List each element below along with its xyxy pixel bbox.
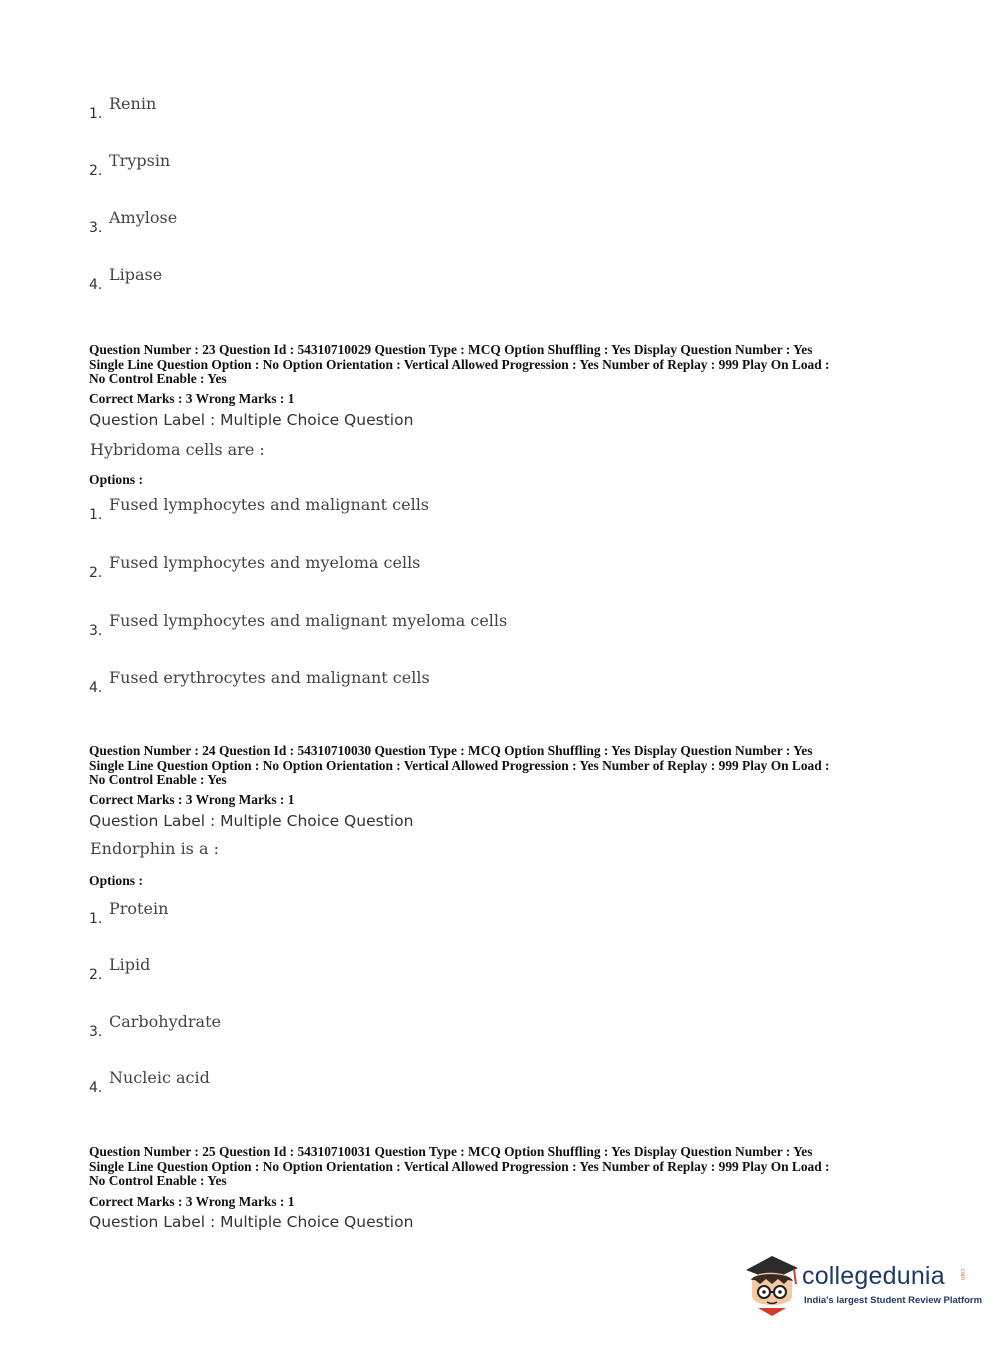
option-number: 4.	[89, 277, 103, 293]
option-number: 4.	[89, 1080, 103, 1096]
option-number: 1.	[89, 106, 103, 122]
question-24-text: Endorphin is a :	[90, 839, 219, 858]
meta-line: Question Number : 24 Question Id : 54310710030 Question Type : MCQ Option Shuffling : Yes Display Question Number : Yes	[89, 743, 813, 758]
option-number: 1.	[89, 507, 103, 523]
option-text: Fused erythrocytes and malignant cells	[109, 668, 430, 687]
meta-line: No Control Enable : Yes	[89, 371, 227, 387]
option-text: Fused lymphocytes and myeloma cells	[109, 553, 421, 572]
question-23-text: Hybridoma cells are :	[90, 440, 265, 459]
option-number: 3.	[89, 220, 103, 236]
option-text: Amylose	[109, 208, 178, 227]
meta-line: Single Line Question Option : No Option Orientation : Vertical Allowed Progression : Yes Number of Replay : 999 Play On Load :	[89, 757, 830, 773]
collegedunia-logo	[742, 1250, 983, 1320]
mascot-graduate-icon	[742, 1250, 800, 1316]
option-text: Nucleic acid	[109, 1068, 210, 1087]
question-24-label: Question Label : Multiple Choice Question	[89, 812, 414, 830]
option-number: 3.	[89, 623, 103, 639]
option-number: 2.	[89, 163, 103, 179]
option-number: 2.	[89, 565, 103, 581]
meta-line: Question Number : 23 Question Id : 54310710029 Question Type : MCQ Option Shuffling : Yes Display Question Number : Yes	[89, 342, 813, 357]
option-number: 3.	[89, 1024, 103, 1040]
question-25-label: Question Label : Multiple Choice Question	[89, 1213, 414, 1231]
question-23-marks: Correct Marks : 3 Wrong Marks : 1	[89, 391, 295, 406]
brand-suffix: .com	[959, 1267, 965, 1281]
question-24-options-heading: Options :	[89, 873, 144, 888]
option-text: Fused lymphocytes and malignant cells	[109, 495, 430, 514]
option-text: Protein	[109, 899, 169, 918]
option-text: Fused lymphocytes and malignant myeloma cells	[109, 611, 508, 630]
option-number: 2.	[89, 967, 103, 983]
question-23-label: Question Label : Multiple Choice Question	[89, 411, 414, 429]
option-text: Trypsin	[109, 151, 171, 170]
meta-line: Single Line Question Option : No Option Orientation : Vertical Allowed Progression : Yes Number of Replay : 999 Play On Load :	[89, 356, 830, 372]
meta-line: Question Number : 25 Question Id : 54310710031 Question Type : MCQ Option Shuffling : Yes Display Question Number : Yes	[89, 1144, 813, 1159]
question-24-meta	[89, 744, 919, 788]
option-number: 1.	[89, 911, 103, 927]
meta-line: No Control Enable : Yes	[89, 1173, 227, 1189]
brand-tagline: India's largest Student Review Platform	[804, 1295, 983, 1306]
brand-name: collegedunia	[802, 1262, 945, 1290]
question-25-meta	[89, 1145, 919, 1189]
question-23-options-heading: Options :	[89, 472, 144, 487]
option-text: Lipid	[109, 955, 151, 974]
option-text: Lipase	[109, 265, 163, 284]
meta-line: Single Line Question Option : No Option Orientation : Vertical Allowed Progression : Yes Number of Replay : 999 Play On Load :	[89, 1158, 830, 1174]
option-text: Carbohydrate	[109, 1012, 221, 1031]
question-25-marks: Correct Marks : 3 Wrong Marks : 1	[89, 1194, 295, 1209]
question-24-marks: Correct Marks : 3 Wrong Marks : 1	[89, 792, 295, 807]
option-number: 4.	[89, 680, 103, 696]
question-23-meta	[89, 343, 919, 387]
option-text: Renin	[109, 94, 157, 113]
meta-line: No Control Enable : Yes	[89, 772, 227, 788]
